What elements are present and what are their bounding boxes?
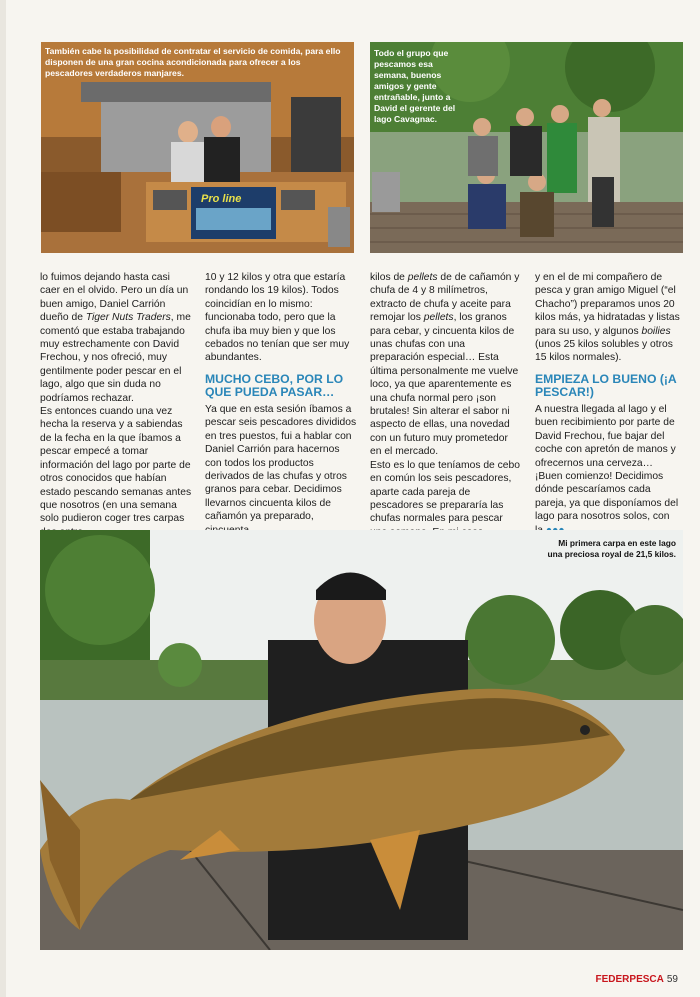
col1-paragraph-1: lo fuimos dejando hasta casi caer en el olvido. Pero un día un buen amigo, Daniel Carrión dueño de Tiger Nuts Traders, me comentó que estaba trabajando muy estrechamente con David Frechou, y nos ofreció, muy gentilmente poder pescar en el lago, algo que sin duda no podríamos rechazar. — [40, 272, 191, 404]
brand-pesca: PESCA — [629, 974, 664, 985]
col2-paragraph-2: Ya que en esta sesión íbamos a pescar seis pescadores divididos en tres puestos, fui a hablar con Daniel Carrión para hacernos con todos los productos derivados de las chufas y otros granos para cebar. Decidimos llevarnos cincuenta kilos de cañamón ya preparado, — [205, 404, 357, 523]
col3-paragraph-2: Esto es lo que teníamos de cebo en común los seis pescadores, aparte cada pareja de pescadores se prepararía las chufas normales para pescar — [370, 459, 520, 525]
col4-paragraph-2: A nuestra llegada al lago y el buen recibimiento por parte de David Frechou, fue bajar del coche con apretón de manos y ofrecernos una cerveza…¡Buen comienzo! Decidimos dónde pescaríamos cada pareja, ya que disponíamos del lago para nosotros solos, con — [535, 403, 680, 537]
tiger-nuts-traders: Tiger Nuts Traders — [85, 312, 171, 324]
article-column-2 — [205, 271, 357, 537]
col1-paragraph-2: Es entonces cuando una vez hecha la reserva y a sabiendas de la fecha en la que íbamos a pescar empecé a tomar información del lago por parte de otros conocidos que habían estado pescando semanas antes que nosotros (en una semana solo pudieron coger tres carpas — [40, 406, 192, 525]
kitchen-caption: También cabe la posibilidad de contratar el servicio de comida, para ello disponen de una gran cocina acondicionada para ofrecer a los pescadores verdaderos manjares. — [45, 46, 341, 78]
group-caption: Todo el grupo que pescamos esa semana, buenos amigos y gente entrañable, junto a David el gerente del lago Cavagnac. — [374, 48, 456, 124]
brand-feder: FEDER — [595, 974, 630, 985]
article-column-3 — [370, 271, 522, 539]
group-photo — [370, 42, 683, 253]
page-footer — [596, 974, 678, 985]
carp-caption: Mi primera carpa en este lago una preciosa royal de 21,5 kilos. — [547, 538, 676, 559]
col4-subheading: EMPIEZA LO BUENO (¡A PESCAR!) — [535, 371, 677, 400]
col3-paragraph-1: kilos de pellets de de cañamón y chufa de 4 y 8 milímetros, extracto de chufa y aceite para remojar los pellets, los granos para cebar, y cincuenta kilos de unas chufas con una preparación especial… Esta última personalmente me vuelve loco, ya que aparentemente es una chufa normal pero ¡son brutales! Sin alterar el sabor ni aspecto de ellas, una novedad con un futuro muy prometedor en el mercado. — [370, 272, 520, 458]
article-column-4 — [535, 271, 680, 537]
carp-photo — [40, 530, 683, 950]
kitchen-photo — [41, 42, 354, 253]
page-edge — [0, 0, 6, 997]
article-column-1 — [40, 271, 192, 539]
col2-subheading: MUCHO CEBO, POR LO QUE PUEDA PASAR… — [205, 371, 344, 400]
col4-paragraph-1: y en el de mi compañero de pesca y gran amigo Miguel (“el Chacho”) preparamos unos 20 kilos más, ya hidratadas y listas para su uso, y algunos boilies (unos 25 kilos solubles y otros 15 kilos normales). — [535, 272, 680, 364]
page-number: 59 — [666, 974, 678, 985]
col2-paragraph-1: 10 y 12 kilos y otra que estaría rondando los 19 kilos). Todos coincidían en lo mismo: funcionaba todo, pero que la chufa iba muy bien y que los cebados no tenían que ser muy abundantes. — [205, 272, 350, 364]
pro-line-sign: Pro line — [201, 193, 242, 205]
